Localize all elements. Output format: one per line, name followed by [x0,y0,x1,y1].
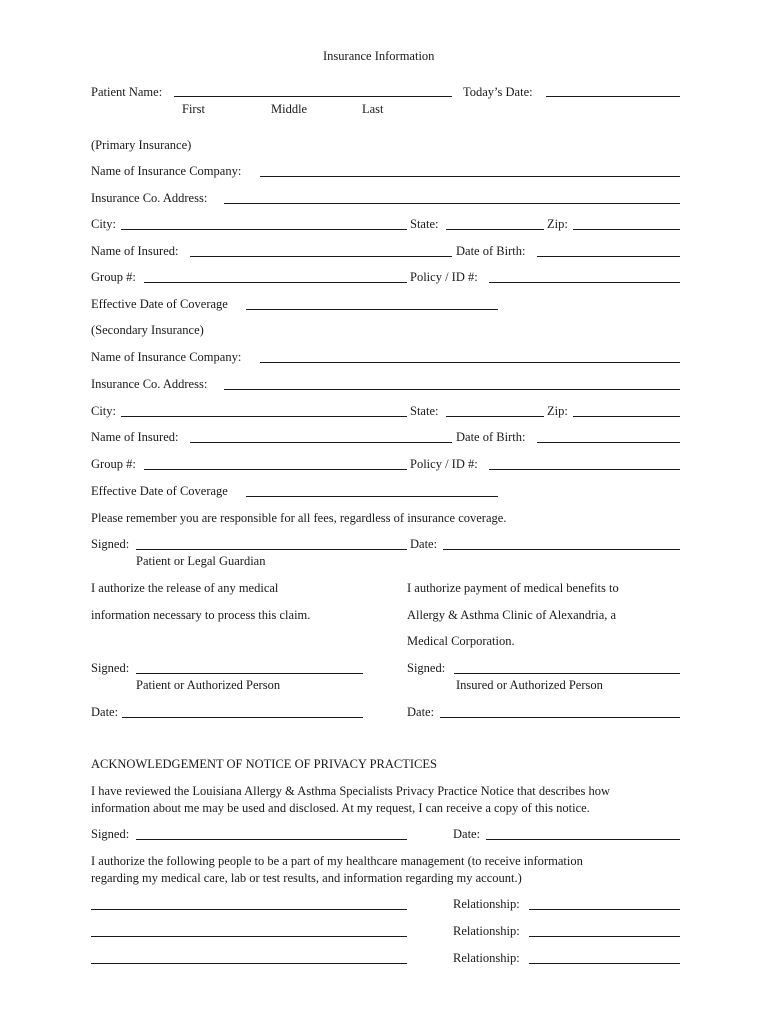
secondary-effective-field[interactable] [246,496,498,497]
secondary-company-field[interactable] [260,362,680,363]
payment-date-field[interactable] [440,717,680,718]
fees-notice: Please remember you are responsible for all fees, regardless of insurance coverage. [91,511,507,525]
primary-dob-field[interactable] [537,256,680,257]
fees-date-label: Date: [410,537,438,551]
fees-signer-caption: Patient or Legal Guardian [136,554,266,568]
primary-effective-label: Effective Date of Coverage [91,297,228,311]
secondary-insured-label: Name of Insured: [91,430,179,444]
release-auth-line1: I authorize the release of any medical [91,581,279,595]
privacy-text-line2: information about me may be used and disclosed. At my request, I can receive a copy of this notice. [91,801,590,815]
secondary-zip-label: Zip: [547,404,568,418]
payment-auth-line1: I authorize payment of medical benefits to [407,581,619,595]
primary-company-field[interactable] [260,176,680,177]
secondary-state-field[interactable] [446,416,544,417]
first-name-caption: First [182,102,205,116]
primary-insured-label: Name of Insured: [91,244,179,258]
secondary-group-field[interactable] [144,469,407,470]
payment-auth-line2: Allergy & Asthma Clinic of Alexandria, a [407,608,617,622]
todays-date-field[interactable] [546,96,680,97]
authorized-person-3-field[interactable] [91,963,407,964]
secondary-dob-label: Date of Birth: [456,430,526,444]
primary-city-field[interactable] [121,229,407,230]
page-title: Insurance Information [323,49,435,63]
people-auth-line1: I authorize the following people to be a part of my healthcare management (to receive information [91,854,583,868]
payment-date-label: Date: [407,705,435,719]
release-date-field[interactable] [122,717,363,718]
relationship-1-field[interactable] [529,909,680,910]
fees-signature-field[interactable] [136,549,407,550]
secondary-insured-field[interactable] [190,442,452,443]
relationship-3-field[interactable] [529,963,680,964]
primary-insurance-heading: (Primary Insurance) [91,138,192,152]
secondary-dob-field[interactable] [537,442,680,443]
secondary-insurance-heading: (Secondary Insurance) [91,323,204,337]
privacy-signed-label: Signed: [91,827,130,841]
patient-name-label: Patient Name: [91,85,163,99]
primary-insured-field[interactable] [190,256,452,257]
last-name-caption: Last [362,102,384,116]
secondary-address-field[interactable] [224,389,680,390]
secondary-address-label: Insurance Co. Address: [91,377,208,391]
secondary-city-label: City: [91,404,117,418]
primary-group-label: Group #: [91,270,136,284]
secondary-zip-field[interactable] [573,416,680,417]
privacy-signature-field[interactable] [136,839,407,840]
fees-signed-label: Signed: [91,537,130,551]
authorized-person-2-field[interactable] [91,936,407,937]
secondary-policy-label: Policy / ID #: [410,457,478,471]
secondary-group-label: Group #: [91,457,136,471]
primary-address-label: Insurance Co. Address: [91,191,208,205]
secondary-state-label: State: [410,404,439,418]
release-signer-caption: Patient or Authorized Person [136,678,281,692]
relationship-2-label: Relationship: [453,924,520,938]
primary-zip-field[interactable] [573,229,680,230]
secondary-company-label: Name of Insurance Company: [91,350,242,364]
primary-city-label: City: [91,217,117,231]
primary-group-field[interactable] [144,282,407,283]
secondary-policy-field[interactable] [489,469,680,470]
payment-auth-line3: Medical Corporation. [407,634,515,648]
authorized-person-1-field[interactable] [91,909,407,910]
todays-date-label: Today’s Date: [463,85,533,99]
secondary-effective-label: Effective Date of Coverage [91,484,228,498]
primary-dob-label: Date of Birth: [456,244,526,258]
payment-signer-caption: Insured or Authorized Person [456,678,603,692]
primary-effective-field[interactable] [246,309,498,310]
privacy-date-label: Date: [453,827,481,841]
primary-company-label: Name of Insurance Company: [91,164,242,178]
release-date-label: Date: [91,705,119,719]
payment-signature-field[interactable] [454,673,680,674]
privacy-heading: ACKNOWLEDGEMENT OF NOTICE OF PRIVACY PRACTICES [91,757,437,771]
relationship-3-label: Relationship: [453,951,520,965]
primary-state-field[interactable] [446,229,544,230]
secondary-city-field[interactable] [121,416,407,417]
relationship-2-field[interactable] [529,936,680,937]
primary-state-label: State: [410,217,439,231]
payment-signed-label: Signed: [407,661,446,675]
privacy-text-line1: I have reviewed the Louisiana Allergy & Asthma Specialists Privacy Practice Notice that describes how [91,784,611,798]
people-auth-line2: regarding my medical care, lab or test results, and information regarding my account.) [91,871,522,885]
primary-policy-field[interactable] [489,282,680,283]
primary-policy-label: Policy / ID #: [410,270,478,284]
release-auth-line2: information necessary to process this claim. [91,608,311,622]
patient-name-field[interactable] [174,96,452,97]
privacy-date-field[interactable] [486,839,680,840]
relationship-1-label: Relationship: [453,897,520,911]
primary-zip-label: Zip: [547,217,568,231]
middle-name-caption: Middle [271,102,308,116]
fees-date-field[interactable] [443,549,680,550]
primary-address-field[interactable] [224,203,680,204]
release-signed-label: Signed: [91,661,130,675]
release-signature-field[interactable] [136,673,363,674]
